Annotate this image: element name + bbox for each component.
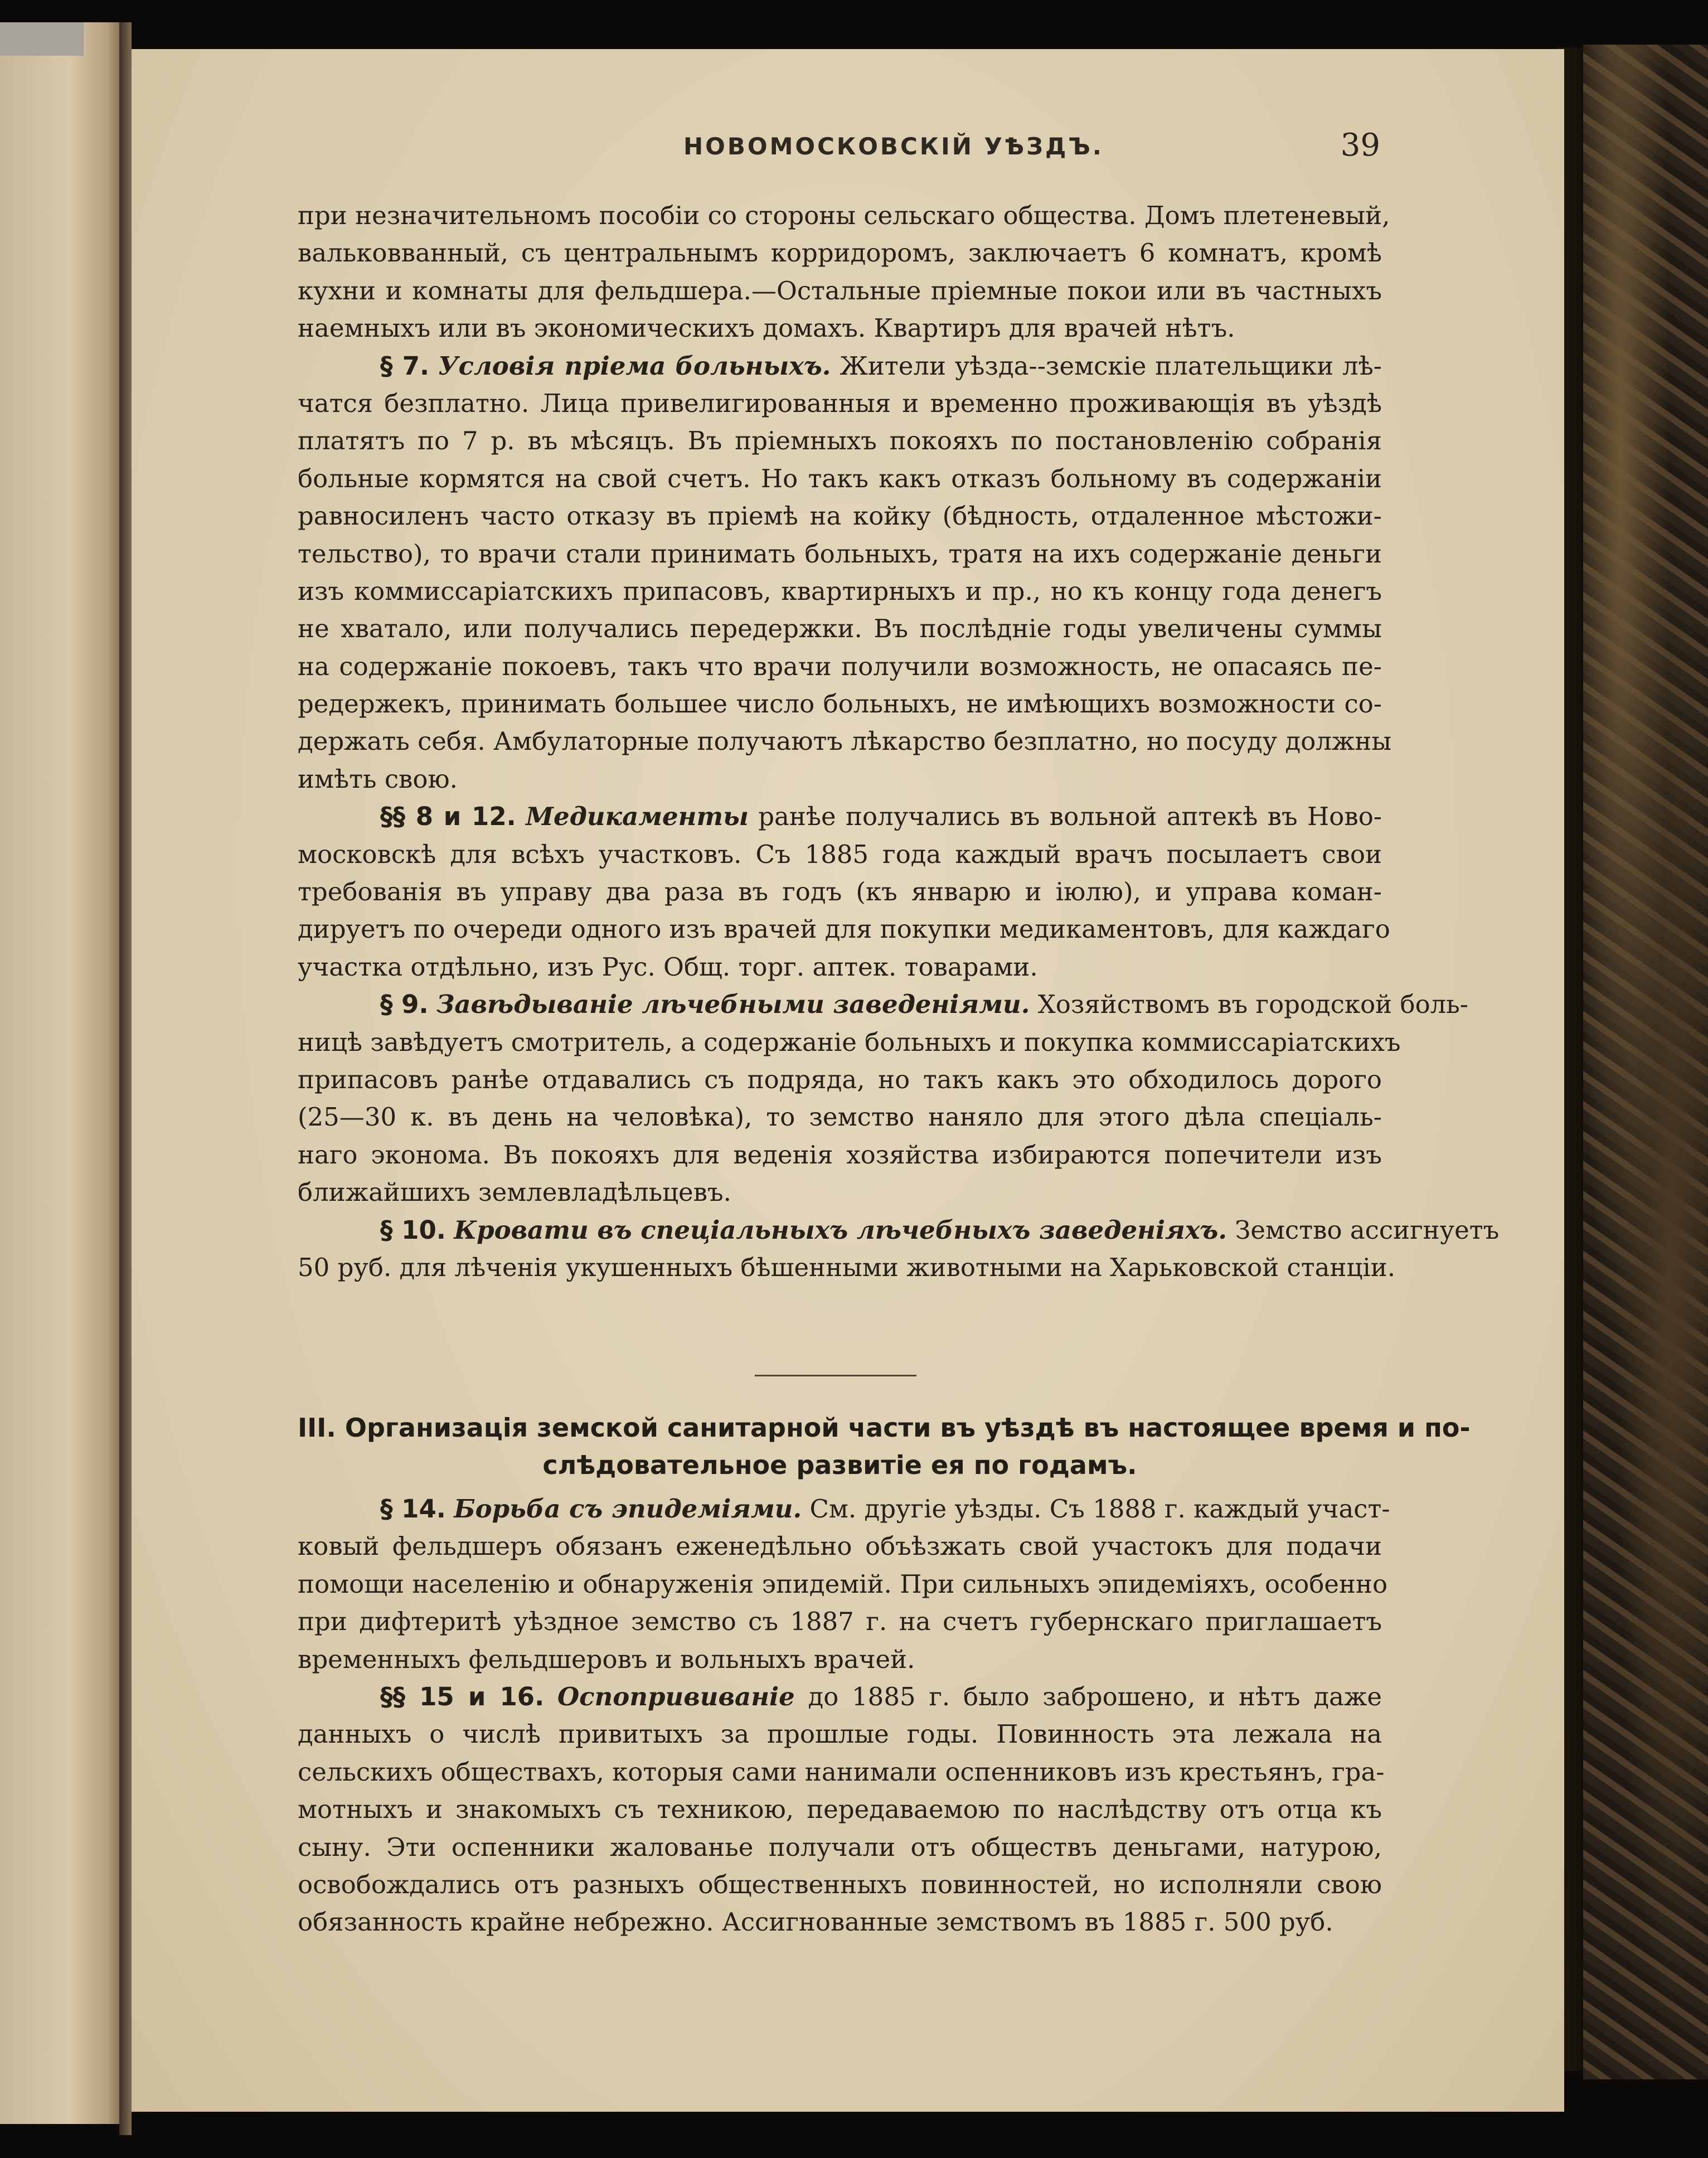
section-number: §§ 8 и 12. (380, 802, 516, 832)
text-line (298, 1866, 1382, 1903)
text-line (298, 1903, 1382, 1941)
line-text: наго эконома. Въ покояхъ для веденія хозяйства избираются попечители изъ (298, 1139, 1382, 1170)
line-text: Жители уѣзда--земскіе плательщики лѣ- (840, 351, 1382, 381)
text-line (298, 1061, 1382, 1098)
section-heading (298, 1409, 1471, 1484)
text-line (298, 535, 1382, 573)
text-line (298, 760, 1382, 798)
text-line (298, 1211, 1500, 1249)
line-text: помощи населенію и обнаруженія эпидемій. При сильныхъ эпидеміяхъ, особенно (298, 1569, 1388, 1599)
text-line (298, 422, 1382, 459)
line-text: участка отдѣльно, изъ Рус. Общ. торг. аптек. товарами. (298, 952, 1038, 982)
text-line (298, 873, 1382, 910)
text-line (298, 1565, 1388, 1603)
text-line (298, 197, 1390, 234)
book-gutter (119, 22, 132, 2135)
text-line (298, 497, 1382, 535)
running-head (132, 127, 1564, 177)
line-text: дируетъ по очереди одного изъ врачей для покупки медикаментовъ, для каждаго (298, 914, 1390, 944)
section-title: Кровати въ спеціальныхъ лѣчебныхъ заведеніяхъ. (454, 1215, 1227, 1245)
text-line (298, 1753, 1385, 1791)
line-text: до 1885 г. было заброшено, и нѣтъ даже (808, 1681, 1382, 1711)
section-title: Медикаменты (526, 802, 749, 832)
text-line (298, 272, 1382, 309)
text-line (298, 1490, 1390, 1527)
section-number: § 9. (380, 990, 429, 1020)
line-text: ницѣ завѣдуетъ смотритель, а содержаніе больныхъ и покупка коммиссаріатскихъ (298, 1027, 1401, 1057)
section-number: § 7. (380, 351, 430, 381)
line-text: временныхъ фельдшеровъ и вольныхъ врачей. (298, 1644, 915, 1674)
marbled-edge (1583, 45, 1708, 2079)
line-text: Земство ассигнуетъ (1235, 1215, 1500, 1245)
text-line (298, 573, 1382, 610)
text-line (298, 610, 1382, 647)
line-text: изъ коммиссаріатскихъ припасовъ, квартирныхъ и пр., но къ концу года денегъ (298, 576, 1382, 606)
running-head-title: НОВОМОСКОВСКІЙ УѢЗДЪ. (683, 133, 1104, 160)
text-line (298, 1527, 1382, 1565)
text-line (298, 948, 1382, 986)
line-text: равносиленъ часто отказу въ пріемѣ на койку (бѣдность, отдаленное мѣстожи- (298, 501, 1382, 531)
line-text: московскѣ для всѣхъ участковъ. Съ 1885 года каждый врачъ посылаетъ свои (298, 839, 1382, 869)
text-line (298, 1829, 1382, 1866)
line-text: сельскихъ обществахъ, которыя сами нанимали оспенниковъ изъ крестьянъ, гра- (298, 1757, 1385, 1787)
line-text: сыну. Эти оспенники жалованье получали отъ обществъ деньгами, натурою, (298, 1832, 1382, 1862)
line-text: обязанность крайне небрежно. Ассигнованные земствомъ въ 1885 г. 500 руб. (298, 1907, 1333, 1937)
page-tab (0, 22, 84, 56)
line-text: ранѣе получались въ вольной аптекѣ въ Ново- (758, 802, 1382, 832)
line-text: ковый фельдшеръ обязанъ еженедѣльно объѣзжать свой участокъ для подачи (298, 1531, 1382, 1561)
text-line (298, 1715, 1382, 1753)
line-text: кухни и комнаты для фельдшера.—Остальные пріемные покои или въ частныхъ (298, 275, 1382, 305)
line-text: Хозяйствомъ въ городской боль- (1037, 990, 1468, 1020)
line-text: при дифтеритѣ уѣздное земство съ 1887 г. на счетъ губернскаго приглашаетъ (298, 1607, 1382, 1637)
line-text: тельство), то врачи стали принимать больныхъ, тратя на ихъ содержаніе деньги (298, 539, 1382, 569)
line-text: ближайшихъ землевладѣльцевъ. (298, 1177, 731, 1207)
text-line (298, 1791, 1382, 1828)
text-line (298, 1024, 1401, 1061)
text-line (298, 347, 1382, 385)
text-line (298, 460, 1382, 497)
line-text: держать себя. Амбулаторные получаютъ лѣкарство безплатно, но посуду должны (298, 726, 1392, 756)
text-line (298, 309, 1382, 347)
section-number: § 14. (380, 1494, 446, 1524)
line-text: освобождались отъ разныхъ общественныхъ повинностей, но исполняли свою (298, 1869, 1382, 1899)
line-text: платятъ по 7 р. въ мѣсяцъ. Въ пріемныхъ покояхъ по постановленію собранія (298, 426, 1382, 456)
section-divider (755, 1375, 916, 1376)
text-line (298, 986, 1468, 1023)
line-text: наемныхъ или въ экономическихъ домахъ. Квартиръ для врачей нѣтъ. (298, 313, 1235, 343)
line-text: требованія въ управу два раза въ годъ (къ январю и іюлю), и управа коман- (298, 877, 1382, 907)
previous-page-edge (0, 22, 127, 2124)
line-text: вальковванный, съ центральнымъ корридоромъ, заключаетъ 6 комнатъ, кромѣ (298, 238, 1382, 268)
line-text: больные кормятся на свой счетъ. Но такъ какъ отказъ больному въ содержаніи (298, 463, 1382, 493)
line-text: 50 руб. для лѣченія укушенныхъ бѣшенными животными на Харьковской станціи. (298, 1252, 1396, 1282)
section-number: §§ 15 и 16. (380, 1681, 545, 1711)
text-line (298, 1173, 1382, 1211)
line-text: припасовъ ранѣе отдавались съ подряда, но такъ какъ это обходилось дорого (298, 1064, 1382, 1094)
line-text: на содержаніе покоевъ, такъ что врачи получили возможность, не опасаясь пе- (298, 651, 1382, 681)
line-text: чатся безплатно. Лица привелигированныя и временно проживающія въ уѣздѣ (298, 388, 1382, 418)
line-text: редержекъ, принимать большее число больныхъ, не имѣющихъ возможности со- (298, 689, 1382, 719)
page-number: 39 (1340, 127, 1380, 163)
text-line (298, 836, 1382, 873)
line-text: данныхъ о числѣ привитыхъ за прошлые годы. Повинность эта лежала на (298, 1719, 1382, 1749)
line-text: См. другіе уѣзды. Съ 1888 г. каждый участ- (809, 1494, 1390, 1524)
section-title: Оспопрививаніе (557, 1681, 795, 1711)
text-line (298, 1249, 1396, 1286)
line-text: не хватало, или получались передержки. Въ послѣдніе годы увеличены суммы (298, 614, 1382, 644)
section-title: Условія пріема больныхъ. (438, 351, 831, 381)
line-text: мотныхъ и знакомыхъ съ техникою, передаваемою по наслѣдству отъ отца къ (298, 1795, 1382, 1825)
text-line (298, 648, 1382, 685)
section-number: § 10. (380, 1215, 446, 1245)
line-text: (25—30 к. въ день на человѣка), то земство наняло для этого дѣла спеціаль- (298, 1102, 1382, 1132)
text-line (298, 1098, 1382, 1136)
section-heading-line-2: слѣдовательное развитіе ея по годамъ. (542, 1450, 1137, 1480)
text-line (298, 1136, 1382, 1173)
book-page (132, 49, 1564, 2112)
text-line (298, 1678, 1382, 1715)
text-line (298, 234, 1382, 271)
section-title: Завѣдываніе лѣчебными заведеніями. (436, 990, 1030, 1020)
body-text-lower (298, 1490, 1390, 1941)
line-text: при незначительномъ пособіи со стороны сельскаго общества. Домъ плетеневый, (298, 201, 1390, 230)
text-line (298, 1603, 1382, 1640)
text-line (298, 798, 1382, 835)
line-text: имѣть свою. (298, 764, 458, 794)
body-text-upper (298, 197, 1500, 1286)
section-heading-line-1: III. Организація земской санитарной части въ уѣздѣ въ настоящее время и по- (298, 1413, 1471, 1443)
text-line (298, 685, 1382, 722)
text-line (298, 385, 1382, 422)
text-line (298, 722, 1392, 760)
text-line (298, 1641, 1382, 1678)
text-line (298, 910, 1390, 948)
section-title: Борьба съ эпидеміями. (454, 1494, 802, 1524)
